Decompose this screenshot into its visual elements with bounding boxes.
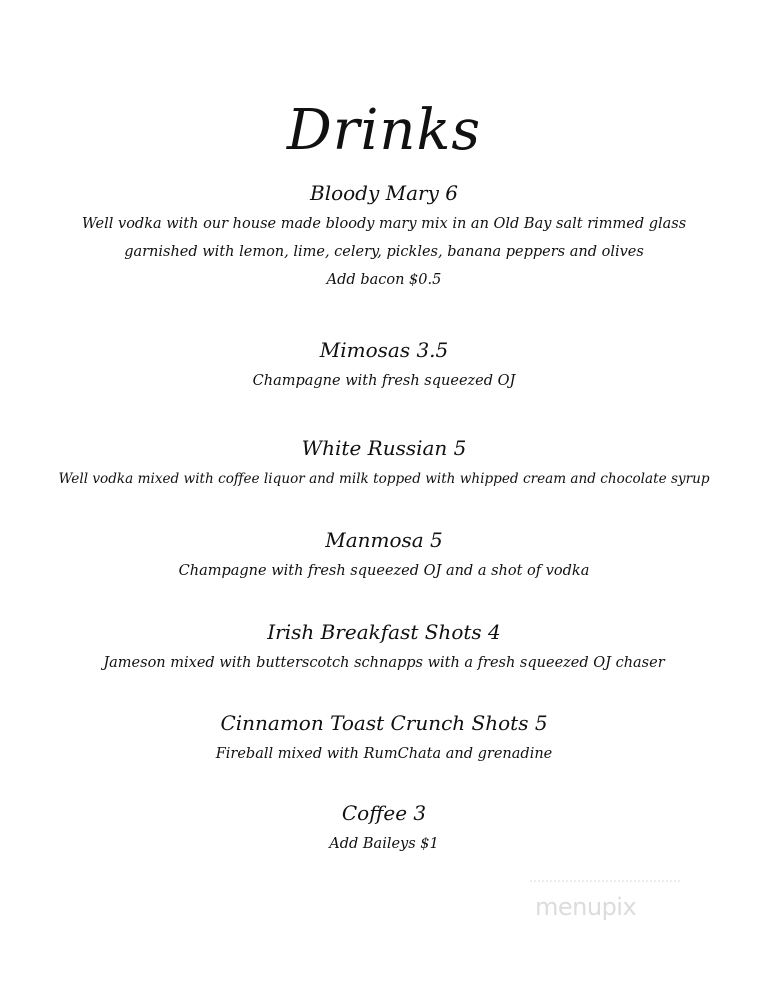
item-description-line: Champagne with fresh squeezed OJ [252,373,516,389]
menu-item-manmosa [0,527,768,585]
menu-item-mimosas [0,337,768,395]
page-title: Drinks [286,97,482,163]
item-description-line: Add Baileys $1 [329,836,439,852]
watermark-decoration [530,880,680,888]
item-description-line: Well vodka with our house made bloody mary mix in an Old Bay salt rimmed glass [81,216,687,232]
menu-item-coffee [0,800,768,858]
item-description-line: Champagne with fresh squeezed OJ and a shot of vodka [178,563,590,579]
menu-item-cinnamon-toast-crunch-shots [0,710,768,768]
menu-item-irish-breakfast-shots [0,619,768,677]
item-name: Mimosas 3.5 [319,338,449,362]
item-name: Cinnamon Toast Crunch Shots 5 [220,711,548,735]
item-name: White Russian 5 [301,436,467,460]
item-description-line: Add bacon $0.5 [326,272,442,288]
item-name: Bloody Mary 6 [310,181,458,205]
menu-item-bloody-mary [0,180,768,294]
item-name: Irish Breakfast Shots 4 [267,620,501,644]
item-description-line: Fireball mixed with RumChata and grenadine [215,746,553,762]
watermark-logo: menupix [535,893,637,921]
item-name: Coffee 3 [341,801,427,825]
item-description-line: garnished with lemon, lime, celery, pickles, banana peppers and olives [124,244,644,260]
menu-item-white-russian [0,435,768,493]
item-name: Manmosa 5 [325,528,443,552]
item-description-line: Well vodka mixed with coffee liquor and milk topped with whipped cream and chocolate syrup [58,471,710,487]
item-description-line: Jameson mixed with butterscotch schnapps with a fresh squeezed OJ chaser [103,655,665,671]
